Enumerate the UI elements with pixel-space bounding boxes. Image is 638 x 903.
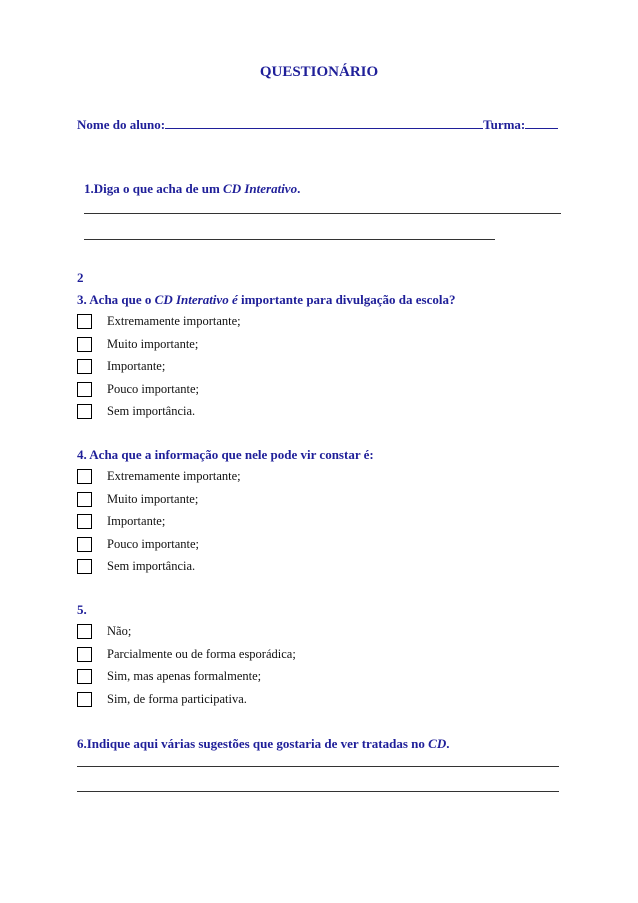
checkbox[interactable] [77,669,92,684]
question-1-suffix: . [297,181,301,196]
student-header [77,116,561,133]
option-label: Extremamente importante; [107,314,241,328]
page-title: QUESTIONÁRIO [259,64,379,80]
option-label: Muito importante; [107,491,199,506]
checkbox[interactable] [77,624,92,639]
option-label: Não; [107,624,132,638]
class-field[interactable] [525,116,558,129]
checkbox[interactable] [77,469,92,484]
question-6-text: 6.Indique aqui várias sugestões que gostaria de ver tratadas no [77,736,429,751]
question-1-answer-line-1[interactable] [84,213,561,214]
option-label: Parcialmente ou de forma esporádica; [107,646,296,661]
option-label: Sem importância. [107,559,196,573]
question-3-italic: CD Interativo é [154,292,238,307]
question-2-number: 2 [77,270,84,285]
option-label: Pouco importante; [107,381,199,396]
option-label: Muito importante; [107,336,199,351]
checkbox[interactable] [77,492,92,507]
question-4: 4. Acha que a informação que nele pode vir constar é: [77,447,374,462]
checkbox[interactable] [77,314,92,329]
checkbox[interactable] [77,337,92,352]
option-label: Importante; [107,359,166,373]
checkbox[interactable] [77,359,92,374]
question-6 [77,736,449,752]
option-label: Pouco importante; [107,536,199,551]
checkbox[interactable] [77,559,92,574]
option-label: Sim, mas apenas formalmente; [107,669,262,683]
class-label: Turma: [483,117,526,132]
question-3 [77,292,455,308]
student-name-field[interactable] [165,116,483,129]
question-3-text: 3. Acha que o [77,292,155,307]
checkbox[interactable] [77,404,92,419]
question-5-number: 5. [77,602,87,617]
option-label: Sim, de forma participativa. [107,691,247,706]
question-1-answer-line-2[interactable] [84,239,495,240]
checkbox[interactable] [77,647,92,662]
question-1 [84,181,300,197]
question-6-answer-line-1[interactable] [77,766,559,767]
question-6-answer-line-2[interactable] [77,791,559,792]
question-3-suffix: importante para divulgação da escola? [237,292,456,307]
option-label: Importante; [107,514,166,528]
question-1-italic: CD Interativo [223,181,298,196]
question-6-italic: CD [428,736,447,751]
checkbox[interactable] [77,537,92,552]
checkbox[interactable] [77,382,92,397]
student-name-label: Nome do aluno: [77,117,166,132]
question-1-text: 1.Diga o que acha de um [84,181,224,196]
checkbox[interactable] [77,514,92,529]
question-6-suffix: . [446,736,450,751]
option-label: Sem importância. [107,404,196,418]
checkbox[interactable] [77,692,92,707]
option-label: Extremamente importante; [107,469,241,483]
